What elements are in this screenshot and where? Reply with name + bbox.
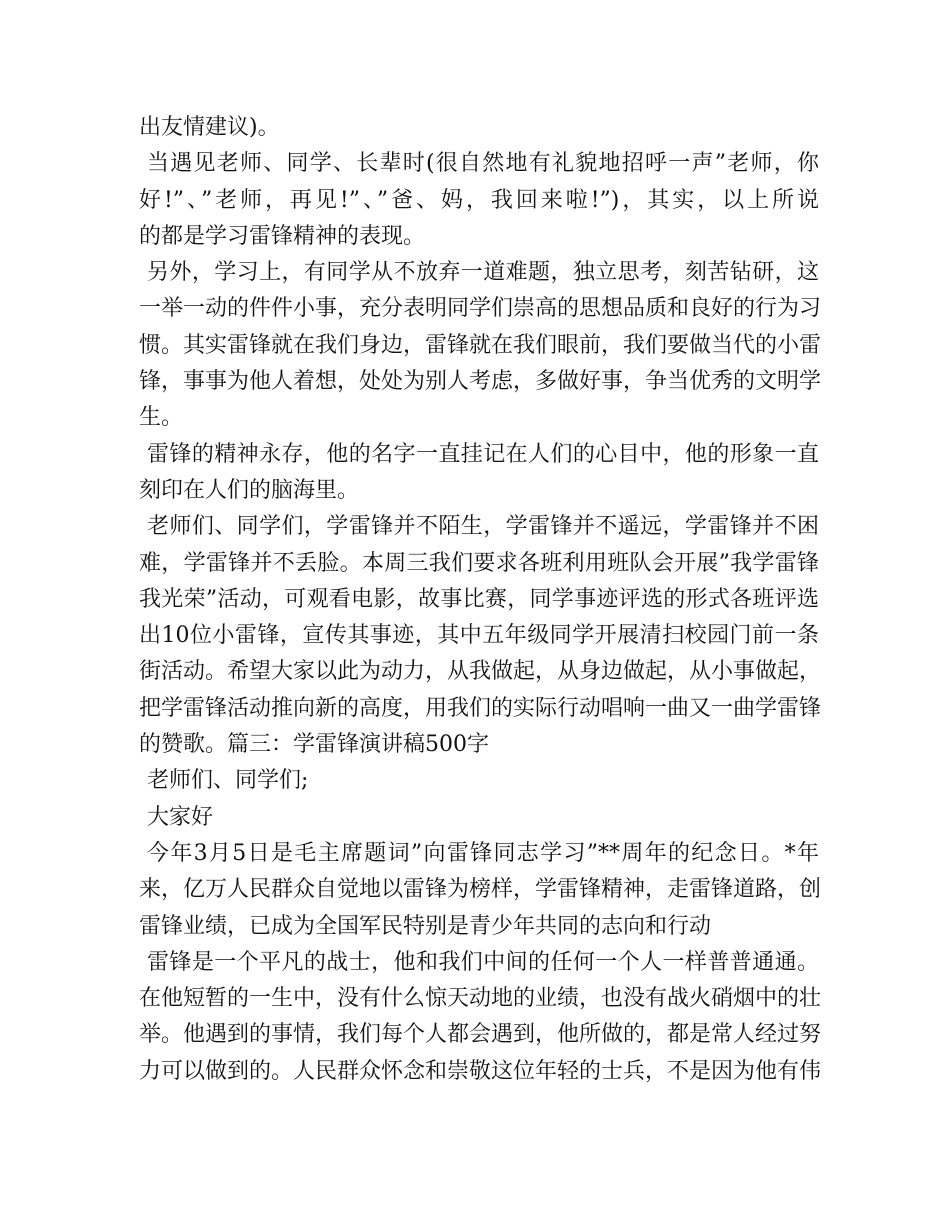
text-line: 我光荣”活动，可观看电影，故事比赛，同学事迹评选的形式各班评选 (139, 586, 819, 612)
text-line: 当遇见老师、同学、长辈时(很自然地有礼貌地招呼一声”老师，你 (147, 151, 819, 177)
text-line: 好!”、”老师，再见!”、”爸、妈，我回来啦!”)，其实，以上所说 (139, 187, 819, 213)
document-body (139, 110, 822, 1090)
text-line: 锋，事事为他人着想，处处为别人考虑，多做好事，争当优秀的文明学 (139, 369, 822, 395)
text-line: 举。他遇到的事情，我们每个人都会遇到，他所做的，都是常人经过努 (139, 1022, 822, 1048)
text-line: 街活动。希望大家以此为动力，从我做起，从身边做起，从小事做起， (139, 659, 822, 685)
text-line: 出友情建议)。 (139, 115, 280, 140)
text-line: 力可以做到的。人民群众怀念和崇敬这位年轻的士兵，不是因为他有伟 (139, 1058, 822, 1084)
text-line: 出10位小雷锋，宣传其事迹，其中五年级同学开展清扫校园门前一条 (139, 623, 819, 649)
text-line: 的都是学习雷锋精神的表现。 (139, 223, 426, 249)
text-line: 老师们、同学们，学雷锋并不陌生，学雷锋并不遥远，学雷锋并不困 (147, 514, 819, 540)
text-line: 在他短暂的一生中，没有什么惊天动地的业绩，也没有战火硝烟中的壮 (139, 986, 822, 1012)
text-line: 雷锋业绩，已成为全国军民特别是青少年共同的志向和行动 (139, 913, 712, 939)
text-line: 一举一动的件件小事，充分表明同学们崇高的思想品质和良好的行为习 (139, 296, 822, 322)
text-line: 来，亿万人民群众自觉地以雷锋为榜样，学雷锋精神，走雷锋道路，创 (139, 877, 822, 903)
text-line: 雷锋是一个平凡的战士，他和我们中间的任何一个人一样普普通通。 (147, 949, 819, 975)
text-line: 难，学雷锋并不丢脸。本周三我们要求各班利用班队会开展”我学雷锋 (139, 550, 819, 576)
text-line: 刻印在人们的脑海里。 (139, 477, 360, 503)
text-line: 雷锋的精神永存，他的名字一直挂记在人们的心目中，他的形象一直 (147, 441, 819, 467)
text-line: 生。 (139, 405, 184, 431)
text-line: 大家好 (147, 804, 214, 830)
text-line: 另外，学习上，有同学从不放弃一道难题，独立思考，刻苦钻研，这 (147, 260, 819, 286)
text-line: 惯。其实雷锋就在我们身边，雷锋就在我们眼前，我们要做当代的小雷 (139, 332, 822, 358)
text-line: 的赞歌。篇三：学雷锋演讲稿500字 (139, 732, 489, 758)
text-line: 老师们、同学们; (147, 768, 309, 794)
text-line: 今年3月5日是毛主席题词”向雷锋同志学习”**周年的纪念日。*年 (147, 840, 819, 866)
text-line: 把学雷锋活动推向新的高度，用我们的实际行动唱响一曲又一曲学雷锋 (139, 695, 822, 721)
